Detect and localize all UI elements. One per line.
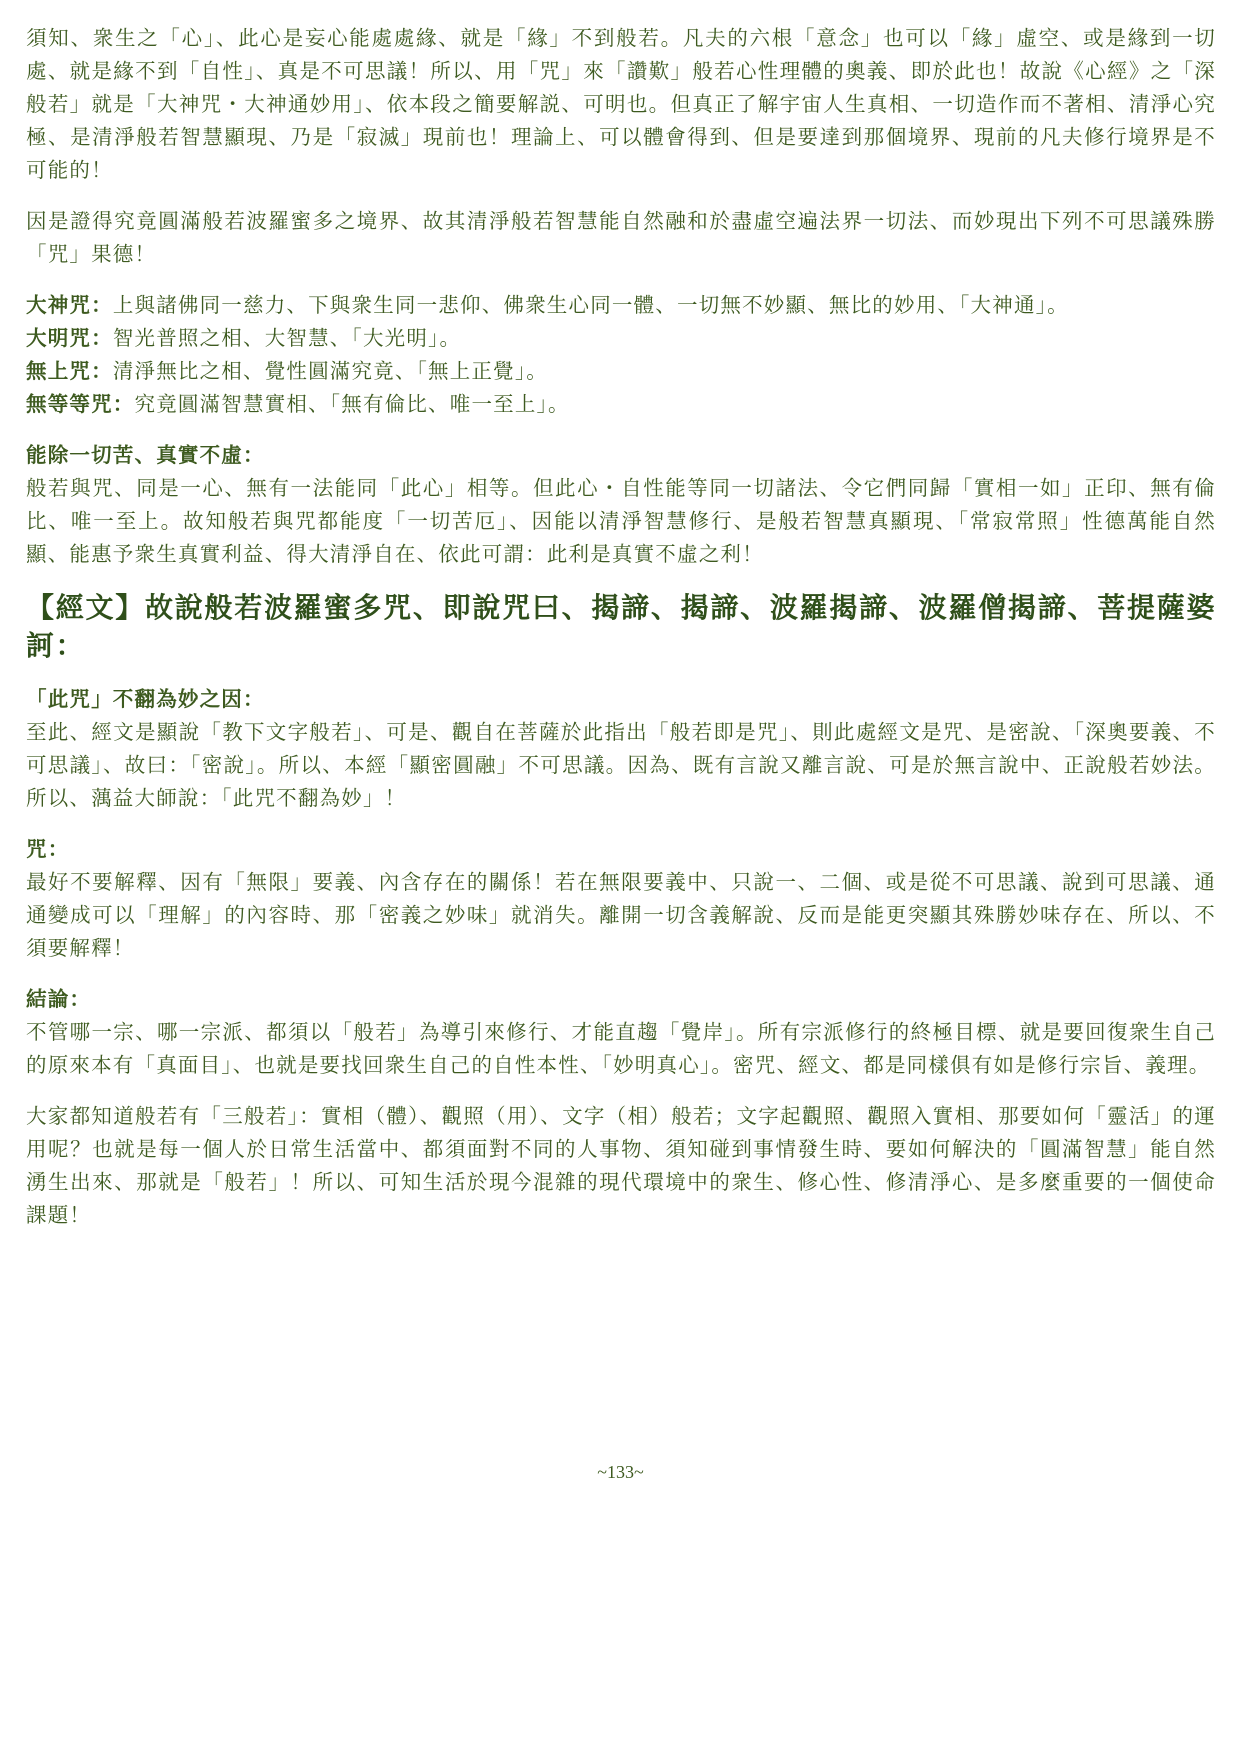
remove-suffering-heading: 能除一切苦、真實不虛：	[26, 443, 265, 467]
remove-suffering-text: 般若與咒、同是一心、無有一法能同「此心」相等。但此心・自性能等同一切諸法、令它們同歸「實相一如」正印、無有倫比、唯一至上。故知般若與咒都能度「一切苦厄」、因能以清淨智慧修行、是般若智慧真顯現、「常寂常照」性德萬能自然顯、能惠予衆生真實利益、得大清淨自在、依此可謂：此利是真實不虛之利！	[26, 476, 1216, 566]
page-body	[26, 22, 1216, 1232]
final-paragraph: 大家都知道般若有「三般若」：實相（體）、觀照（用）、文字（相）般若；文字起觀照、觀照入實相、那要如何「靈活」的運用呢？也就是每一個人於日常生活當中、都須面對不同的人事物、須知碰到事情發生時、要如何解決的「圓滿智慧」能自然湧生出來、那就是「般若」！所以、可知生活於現今混雜的現代環境中的衆生、修心性、修清淨心、是多麼重要的一個使命課題！	[26, 1104, 1216, 1227]
mantra-term: 大明咒：	[26, 326, 113, 350]
mantra-term: 無等等咒：	[26, 392, 135, 416]
conclusion-heading: 結論：	[26, 987, 92, 1011]
conclusion-text: 不管哪一宗、哪一宗派、都須以「般若」為導引來修行、才能直趨「覺岸」。所有宗派修行的終極目標、就是要回復衆生自己的原來本有「真面目」、也就是要找回衆生自己的自性本性、「妙明真心」。密咒、經文、都是同樣俱有如是修行宗旨、義理。	[26, 1020, 1216, 1077]
page-number: ~133~	[597, 1462, 644, 1482]
mantra-item-great-bright	[26, 322, 1216, 355]
mantra-item-unequaled	[26, 388, 1216, 421]
mantra-item-supreme	[26, 355, 1216, 388]
cause-paragraph: 因是證得究竟圓滿般若波羅蜜多之境界、故其清淨般若智慧能自然融和於盡虛空遍法界一切法、而妙現出下列不可思議殊勝「咒」果德！	[26, 209, 1216, 266]
mantra-text: 上與諸佛同一慈力、下與衆生同一悲仰、佛衆生心同一體、一切無不妙顯、無比的妙用、「大神通」。	[112, 293, 1069, 317]
mantra-term: 大神咒：	[26, 293, 113, 317]
mantra-section-text: 最好不要解釋、因有「無限」要義、內含存在的關係！若在無限要義中、只說一、二個、或是從不可思議、說到可思議、通通變成可以「理解」的內容時、那「密義之妙味」就消失。離開一切含義解說、反而是能更突顯其殊勝妙味存在、所以、不須要解釋！	[26, 870, 1216, 960]
not-translated-text: 至此、經文是顯說「教下文字般若」、可是、觀自在菩薩於此指出「般若即是咒」、則此處經文是咒、是密說、「深奧要義、不可思議」、故曰：「密說」。所以、本經「顯密圓融」不可思議。因為、既有言說又離言說、可是於無言說中、正說般若妙法。所以、蕅益大師說：「此咒不翻為妙」！	[26, 720, 1216, 810]
mantra-text: 清淨無比之相、覺性圓滿究竟、「無上正覺」。	[112, 359, 549, 383]
mantra-text: 究竟圓滿智慧實相、「無有倫比、唯一至上」。	[134, 392, 570, 416]
mantra-text: 智光普照之相、大智慧、「大光明」。	[112, 326, 462, 350]
mantra-section-heading: 咒：	[26, 837, 70, 861]
mantra-term: 無上咒：	[26, 359, 113, 383]
sutra-heading: 【經文】故說般若波羅蜜多咒、即說咒曰、揭諦、揭諦、波羅揭諦、波羅僧揭諦、菩提薩婆訶：	[26, 591, 1216, 662]
not-translated-heading: 「此咒」不翻為妙之因：	[26, 687, 265, 711]
intro-paragraph: 須知、衆生之「心」、此心是妄心能處處緣、就是「緣」不到般若。凡夫的六根「意念」也可以「緣」虛空、或是緣到一切處、就是緣不到「自性」、真是不可思議！所以、用「咒」來「讚歎」般若心性理體的奧義、即於此也！故說《心經》之「深般若」就是「大神咒・大神通妙用」、依本段之簡要解説、可明也。但真正了解宇宙人生真相、一切造作而不著相、清淨心究極、是清淨般若智慧顯現、乃是「寂滅」現前也！理論上、可以體會得到、但是要達到那個境界、現前的凡夫修行境界是不可能的！	[26, 26, 1216, 182]
mantra-item-great-spirit	[26, 289, 1216, 322]
